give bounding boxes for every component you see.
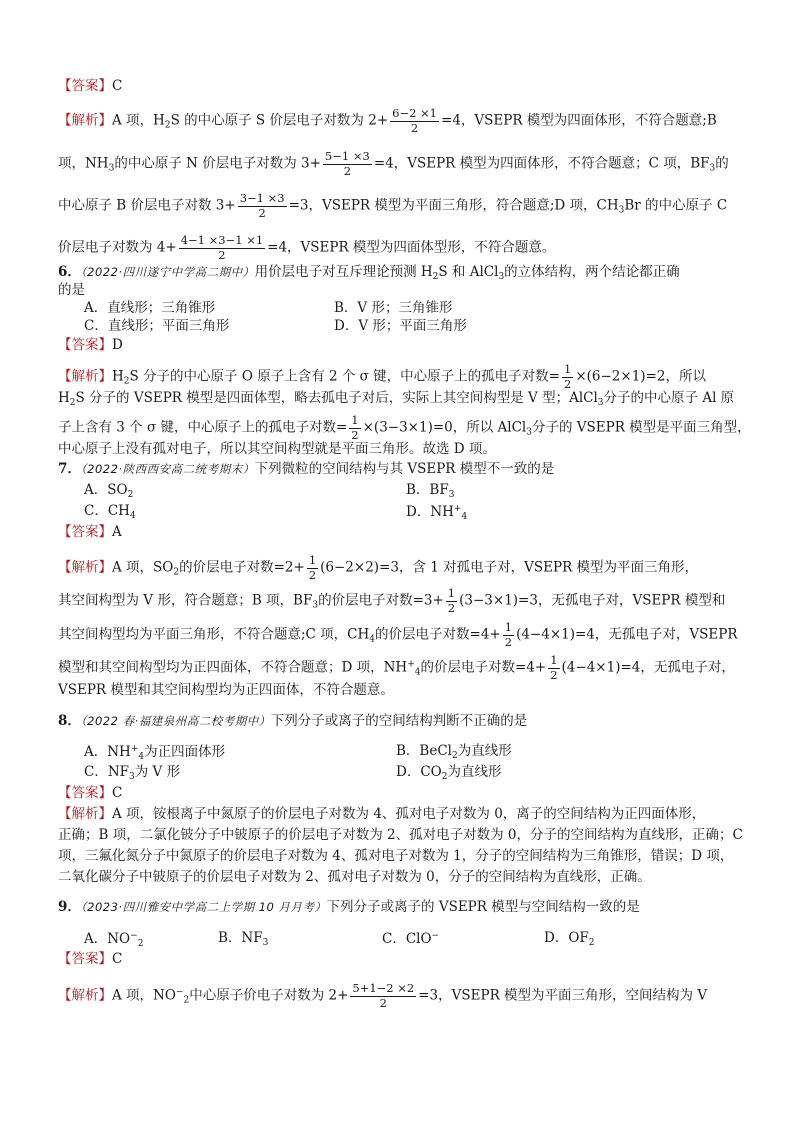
q6-option-c: C．直线形；平面三角形 [84, 318, 230, 334]
q8-analysis-line-3: 项，三氟化氮分子中氮原子的价层电子对数为 4、孤对电子对数为 1，分子的空间结构为三角锥形，错误；D 项， [58, 848, 734, 864]
q9-option-d: D．$OF_2$ [544, 930, 595, 948]
question-number: 9． [58, 899, 81, 915]
q9-option-c: C．ClO− [382, 931, 440, 947]
q7-analysis-line-5: VSEPR 模型和其空间构型均为正四面体，不符合题意。 [58, 682, 394, 698]
q5-answer-line [58, 80, 122, 94]
q9-answer-line: 【答案】C [58, 951, 123, 967]
q6-analysis-line-1: 【解析】$H_2S$ 分子的中心原子 O 原子上含有 2 个 σ 键，中心原子上的孤电子对数= $\frac{1}{2}$ ×(6−2×1)=2，所以 [58, 362, 706, 391]
q8-stem: 8．（2022 春·福建泉州高二校考期中）下列分子或离子的空间结构判断不正确的是 [58, 713, 528, 729]
question-source: （2023·四川雅安中学高二上学期 10 月月考） [80, 900, 327, 914]
q9-analysis-line-1: 【解析】A 项，$NO^-_2$中心原子价电子对数为 2+ $\frac{5+1-2 \times 2}{2}$ =3，VSEPR 模型为平面三角形，空间结构为 V [58, 981, 708, 1010]
q6-option-a: A．直线形；三角锥形 [84, 300, 216, 316]
q6-answer: D [112, 337, 123, 353]
q7-analysis-line-3: 其空间构型均为平面三角形，不符合题意;C 项，$CH_4$的价层电子对数=4+ $\frac{1}{2}$ (4−4×1)=4，无孤电子对，VSEPR [58, 620, 738, 649]
q8-option-d: D．$CO_2$为直线形 [396, 764, 502, 782]
q6-option-b: B．V 形；三角锥形 [334, 300, 453, 316]
q8-option-c: C．$NF_3$为 V 形 [84, 764, 181, 782]
q6-stem-line-1: 6．（2022·四川遂宁中学高二期中）用价层电子对互斥理论预测 $H_2S$ 和 AlCl$_3$的立体结构，两个结论都正确 [58, 264, 680, 282]
fraction: $\frac{1}{2}$ [504, 620, 513, 649]
q5-analysis-line-4: 价层电子对数为 4+ $\frac{4-1 \times 3-1 \times 1}{2}$ =4，VSEPR 模型为四面体型形，不符合题意。 [58, 233, 556, 262]
q6-analysis-line-4: 中心原子上没有孤对电子，所以其空间构型就是平面三角形。故选 D 项。 [58, 441, 496, 457]
q7-answer: A [112, 524, 122, 540]
question-source: （2022·陕西西安高二统考期末） [80, 462, 255, 476]
q7-analysis-line-4: 模型和其空间构型均为正四面体，不符合题意；D 项，$NH^+_4$的价层电子对数=4+ $\frac{1}{2}$ (4−4×1)=4，无孤电子对， [58, 653, 735, 682]
q8-answer: C [112, 785, 123, 801]
fraction: $\frac{1}{2}$ [308, 553, 317, 582]
q7-option-a: A．$SO_2$ [84, 482, 134, 500]
q5-analysis-line-1: 【解析】A 项，$H_2S$ 的中心原子 S 价层电子对数为 2+ $\frac{6-2 \times 1}{2}$ =4，VSEPR 模型为四面体形，不符合题意;B [58, 106, 717, 135]
q7-stem: 7．（2022·陕西西安高二统考期末）下列微粒的空间结构与其 VSEPR 模型不一致的是 [58, 461, 555, 477]
q7-analysis-line-2: 其空间构型为 V 形，符合题意；B 项，$BF_3$的价层电子对数=3+ $\frac{1}{2}$ (3−3×1)=3，无孤电子对，VSEPR 模型和 [58, 586, 726, 615]
q5-analysis-line-3: 中心原子 B 价层电子对数 3+ $\frac{3-1 \times 3}{2}$ =3，VSEPR 模型为平面三角形，符合题意;D 项，$CH_3Br$ 的中心原子 C [58, 191, 728, 220]
q6-analysis-line-3: 子上含有 3 个 σ 键，中心原子上的孤电子对数= $\frac{1}{2}$ ×(3−3×1)=0，所以 AlCl$_3$分子的 VSEPR 模型是平面三角型， [58, 413, 751, 442]
fraction: $\frac{5-1 \times 3}{2}$ [324, 149, 370, 178]
q6-answer-line: 【答案】D [58, 337, 123, 353]
fraction: $\frac{1}{2}$ [550, 653, 558, 682]
q5-analysis-line-2: 项，$NH_3$的中心原子 N 价层电子对数为 3+ $\frac{5-1 \times 3}{2}$ =4，VSEPR 模型为四面体形，不符合题意；C 项，$BF_3$的 [58, 149, 729, 178]
fraction: $\frac{1}{2}$ [351, 413, 359, 442]
q7-option-d: D．$NH^+_4$ [406, 504, 468, 522]
answer-label: 【答案】 [58, 78, 112, 94]
q8-option-a: A．$NH^+_4$为正四面体形 [84, 744, 226, 762]
q9-answer: C [112, 951, 123, 967]
question-number: 8． [58, 713, 81, 729]
q9-option-a: A．$NO^-_2$ [84, 931, 144, 949]
question-source: （2022·四川遂宁中学高二期中） [80, 265, 255, 279]
fraction: $\frac{3-1 \times 3}{2}$ [239, 191, 285, 220]
analysis-label: 【解析】 [58, 112, 112, 129]
fraction: $\frac{6-2 \times 1}{2}$ [392, 106, 438, 135]
q9-option-b: B．$NF_3$ [218, 930, 269, 948]
question-number: 7． [58, 461, 81, 477]
q8-analysis-line-4: 二氧化碳分子中铍原子的价层电子对数为 2、孤对电子对数为 0，分子的空间结构为直线形，正确。 [58, 869, 651, 885]
q7-analysis-line-1: 【解析】A 项，$SO_2$的价层电子对数=2+ $\frac{1}{2}$ (6−2×2)=3，含 1 对孤电子对，VSEPR 模型为平面三角形， [58, 553, 699, 582]
q5-answer: C [112, 78, 123, 94]
q7-option-c: C．$CH_4$ [84, 503, 136, 521]
q8-analysis-line-2: 正确；B 项，二氯化铍分子中铍原子的价层电子对数为 2、孤对电子对数为 0，分子的空间结构为直线形，正确；C [58, 827, 743, 843]
question-number: 6． [58, 264, 81, 280]
fraction: $\frac{1}{2}$ [447, 586, 456, 615]
q9-stem: 9．（2023·四川雅安中学高二上学期 10 月月考）下列分子或离子的 VSEPR 模型与空间结构一致的是 [58, 899, 640, 915]
q7-option-b: B．$BF_3$ [406, 482, 455, 500]
fraction: $\frac{5+1-2 \times 2}{2}$ [352, 981, 415, 1010]
q8-analysis-line-1: 【解析】A 项，铵根离子中氮原子的价层电子对数为 4、孤对电子对数为 0，离子的空间结构为正四面体形， [58, 806, 706, 822]
q6-analysis-line-2: $H_2S$ 分子的 VSEPR 模型是四面体型，略去孤电子对后，实际上其空间构型是 V 型；AlCl$_3$分子的中心原子 Al 原 [58, 390, 735, 408]
fraction: $\frac{4-1 \times 3-1 \times 1}{2}$ [180, 233, 264, 262]
q8-answer-line: 【答案】C [58, 785, 123, 801]
q6-option-d: D．V 形；平面三角形 [334, 318, 467, 334]
q6-stem-line-2: 的是 [58, 282, 85, 298]
q8-option-b: B．BeCl$_2$为直线形 [396, 743, 512, 761]
q7-answer-line: 【答案】A [58, 524, 122, 540]
question-source: （2022 春·福建泉州高二校考期中） [80, 714, 271, 728]
fraction: $\frac{1}{2}$ [564, 362, 572, 391]
